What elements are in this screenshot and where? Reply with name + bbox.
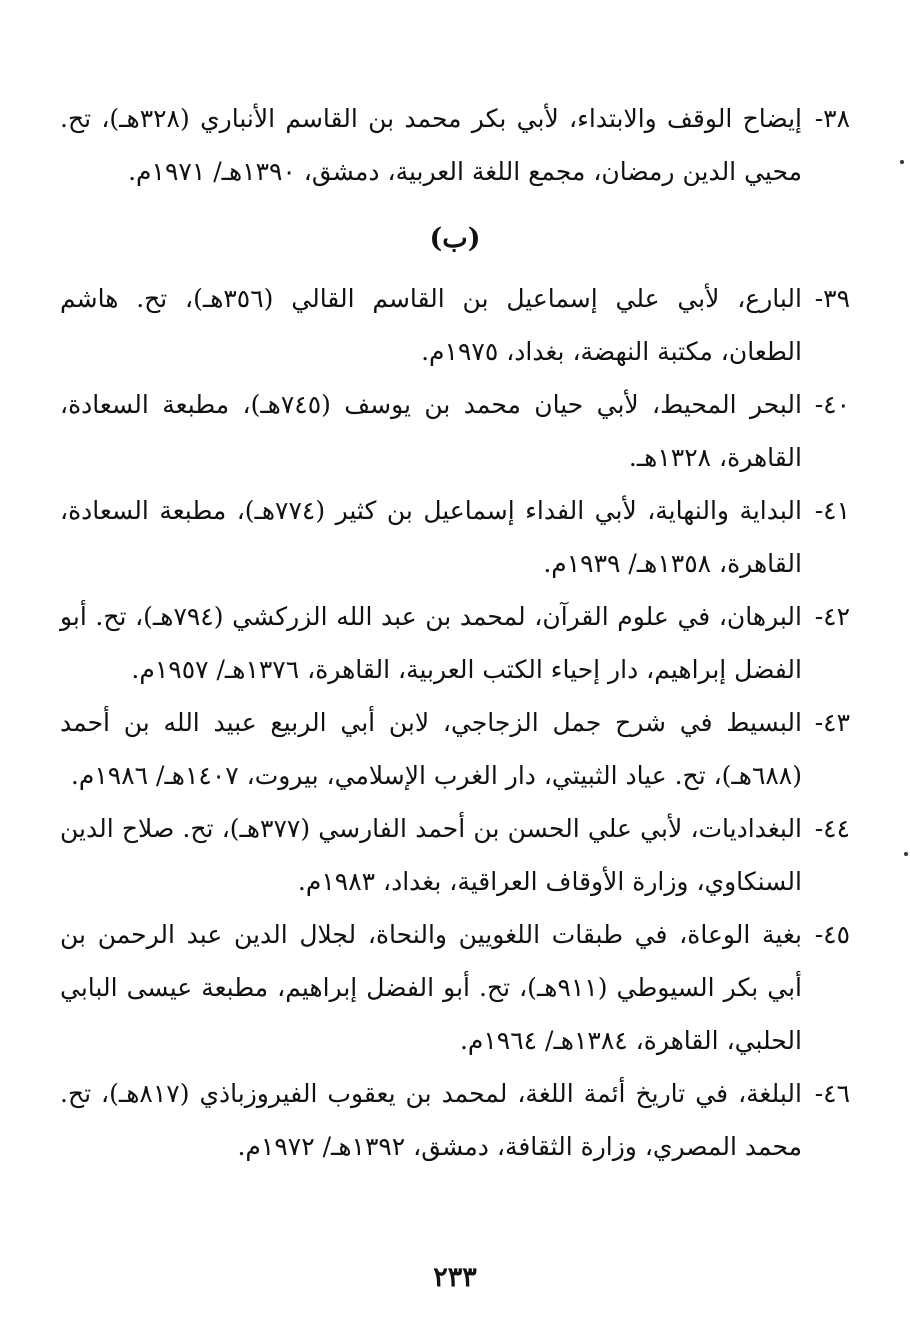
bibliography-entry-43 — [60, 696, 850, 802]
entry-number: ٣٨- — [814, 104, 850, 133]
scan-speck — [900, 160, 904, 164]
entry-number: ٤١- — [814, 496, 850, 525]
entry-number: ٤٠- — [814, 390, 850, 419]
scan-speck — [904, 852, 908, 856]
entry-number: ٤٦- — [814, 1079, 850, 1108]
entry-text: البحر المحيط، لأبي حيان محمد بن يوسف (٧٤٥هـ)، مطبعة السعادة، القاهرة، ١٣٢٨هـ. — [60, 390, 802, 472]
page-number: ٢٣٣ — [433, 1262, 477, 1293]
bibliography-entry-39 — [60, 272, 850, 378]
entry-text: البارع، لأبي علي إسماعيل بن القاسم القالي (٣٥٦هـ)، تح. هاشم الطعان، مكتبة النهضة، بغداد، ١٩٧٥م. — [60, 284, 802, 366]
entry-text: بغية الوعاة، في طبقات اللغويين والنحاة، لجلال الدين عبد الرحمن بن أبي بكر السيوطي (٩١١هـ)، تح. أبو الفضل إبراهيم، مطبعة عيسى البابي الحلبي، القاهرة، ١٣٨٤هـ/ ١٩٦٤م. — [60, 920, 803, 1055]
entry-text: البغداديات، لأبي علي الحسن بن أحمد الفارسي (٣٧٧هـ)، تح. صلاح الدين السنكاوي، وزارة الأوقاف العراقية، بغداد، ١٩٨٣م. — [60, 814, 803, 896]
bibliography-entry-38 — [60, 92, 850, 198]
bibliography-entry-42 — [60, 590, 850, 696]
entry-text: البرهان، في علوم القرآن، لمحمد بن عبد الله الزركشي (٧٩٤هـ)، تح. أبو الفضل إبراهيم، دار إحياء الكتب العربية، القاهرة، ١٣٧٦هـ/ ١٩٥٧م. — [60, 602, 802, 684]
entry-text: البسيط في شرح جمل الزجاجي، لابن أبي الربيع عبيد الله بن أحمد (٦٨٨هـ)، تح. عياد الثبيتي، دار الغرب الإسلامي، بيروت، ١٤٠٧هـ/ ١٩٨٦م. — [60, 708, 802, 790]
entry-number: ٤٢- — [814, 602, 850, 631]
document-page — [60, 92, 850, 1173]
entry-text: البلغة، في تاريخ أئمة اللغة، لمحمد بن يعقوب الفيروزباذي (٨١٧هـ)، تح. محمد المصري، وزارة الثقافة، دمشق، ١٣٩٢هـ/ ١٩٧٢م. — [60, 1079, 802, 1161]
entry-text: البداية والنهاية، لأبي الفداء إسماعيل بن كثير (٧٧٤هـ)، مطبعة السعادة، القاهرة، ١٣٥٨هـ/ ١٩٣٩م. — [60, 496, 802, 578]
entry-number: ٤٣- — [814, 708, 850, 737]
section-heading-ba: (ب) — [429, 223, 481, 254]
entry-number: ٣٩- — [814, 284, 850, 313]
entry-number: ٤٤- — [814, 814, 850, 843]
bibliography-entry-46 — [60, 1067, 850, 1173]
bibliography-entry-44 — [60, 802, 850, 908]
bibliography-entry-41 — [60, 484, 850, 590]
bibliography-entry-45 — [60, 908, 850, 1067]
entry-number: ٤٥- — [814, 920, 850, 949]
bibliography-entry-40 — [60, 378, 850, 484]
entry-text: إيضاح الوقف والابتداء، لأبي بكر محمد بن القاسم الأنباري (٣٢٨هـ)، تح. محيي الدين رمضان، مجمع اللغة العربية، دمشق، ١٣٩٠هـ/ ١٩٧١م. — [60, 104, 803, 186]
